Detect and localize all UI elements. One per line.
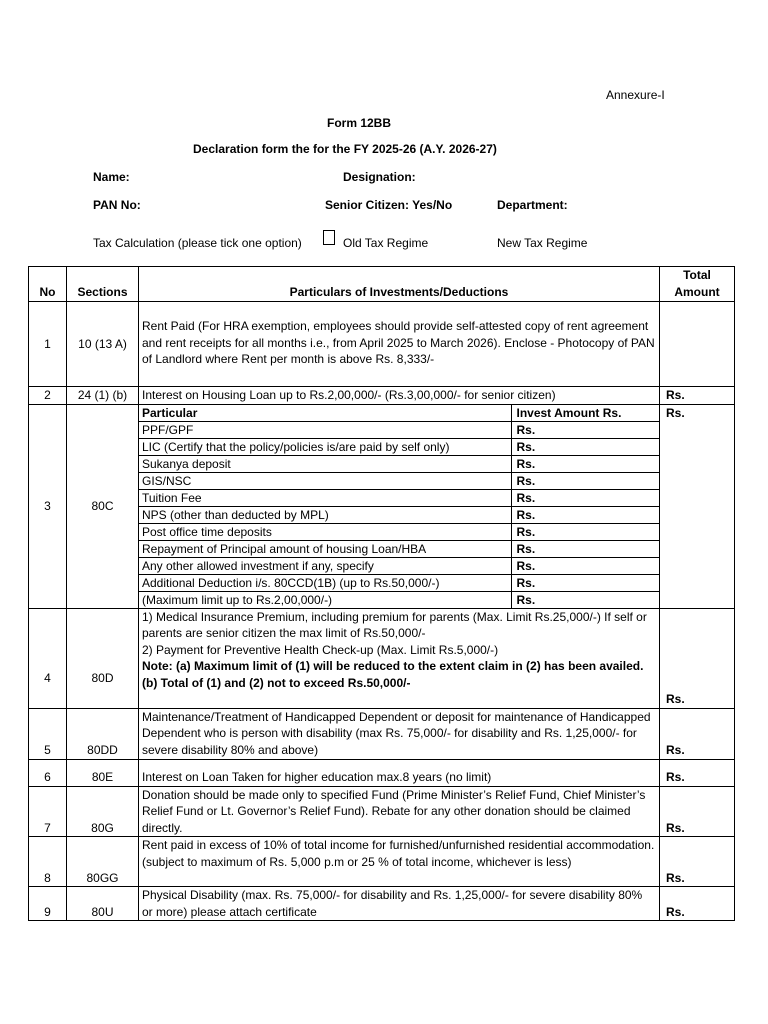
list-item: [139, 455, 659, 472]
declaration-title: Declaration form the for the FY 2025-26 (A.Y. 2026-27): [193, 142, 497, 156]
list-item: [139, 523, 659, 540]
list-item: [139, 421, 659, 438]
designation-label: Designation:: [343, 170, 416, 184]
rent-excess-text: Rent paid in excess of 10% of total income for furnished/unfurnished residential accommodation.: [142, 838, 655, 852]
name-label: Name:: [93, 170, 130, 184]
annexure-label: Annexure-I: [606, 88, 665, 102]
table-row: [29, 887, 735, 921]
row-particulars: Interest on Housing Loan up to Rs.2,00,000/- (Rs.3,00,000/- for senior citizen): [139, 387, 660, 405]
row-no: 8: [29, 837, 67, 887]
list-item: [139, 540, 659, 557]
list-item: [139, 438, 659, 455]
table-row: [29, 404, 735, 608]
header-particulars: Particulars of Investments/Deductions: [139, 267, 660, 302]
row-no: 6: [29, 759, 67, 786]
row-amount[interactable]: Rs.: [660, 786, 735, 837]
health-checkup-text: 2) Payment for Preventive Health Check-up (Max. Limit Rs.5,000/-): [142, 642, 499, 657]
header-total-amount: Total Amount: [660, 267, 735, 302]
investment-amount[interactable]: Rs.: [511, 591, 659, 608]
investment-label: Post office time deposits: [139, 523, 511, 540]
row-section: 80G: [67, 786, 139, 837]
table-row: [29, 759, 735, 786]
row-section: 80U: [67, 887, 139, 921]
row-amount[interactable]: [660, 302, 735, 387]
row-particulars: Physical Disability (max. Rs. 75,000/- for disability and Rs. 1,25,000/- for severe disability 80% or more) please attach certificate: [139, 887, 660, 921]
row-particulars: Maintenance/Treatment of Handicapped Dependent or deposit for maintenance of Handicapped Dependent who is person with disability (max Rs. 75,000/- for disability and Rs. 1,25,000/- for severe disability 80% and above): [139, 708, 660, 759]
row-no: 9: [29, 887, 67, 921]
medical-insurance-text: 1) Medical Insurance Premium, including premium for parents (Max. Limit Rs.25,000/-) If self or parents are senior citizen the max limit of Rs.50,000/-: [142, 609, 647, 640]
row-amount[interactable]: Rs.: [660, 837, 735, 887]
table-row: [29, 786, 735, 837]
row-no: 1: [29, 302, 67, 387]
row-amount[interactable]: Rs.: [660, 759, 735, 786]
old-regime-checkbox[interactable]: [323, 230, 335, 245]
deductions-table: [28, 266, 735, 921]
investment-label: NPS (other than deducted by MPL): [139, 506, 511, 523]
investment-label: Sukanya deposit: [139, 455, 511, 472]
row-no: 2: [29, 387, 67, 405]
investment-label: Any other allowed investment if any, specify: [139, 557, 511, 574]
investment-label: GIS/NSC: [139, 472, 511, 489]
investment-amount[interactable]: Rs.: [511, 421, 659, 438]
pan-label: PAN No:: [93, 198, 141, 212]
row-particulars: [139, 608, 660, 708]
investment-amount[interactable]: Rs.: [511, 506, 659, 523]
row-amount[interactable]: Rs.: [660, 608, 735, 708]
list-item: [139, 472, 659, 489]
table-row: [29, 302, 735, 387]
row-amount[interactable]: Rs.: [660, 387, 735, 405]
list-item: [139, 489, 659, 506]
table-header-row: [29, 267, 735, 302]
investment-amount[interactable]: Rs.: [511, 438, 659, 455]
row-particulars: Donation should be made only to specified Fund (Prime Minister’s Relief Fund, Chief Minister’s Relief Fund or Lt. Governor’s Relief Fund). Rebate for any other donation should be claimed directly.: [139, 786, 660, 837]
note-a-text: Note: (a) Maximum limit of (1) will be reduced to the extent claim in (2) has been availed.: [142, 659, 644, 673]
row-section: 24 (1) (b): [67, 387, 139, 405]
senior-citizen-label: Senior Citizen: Yes/No: [325, 198, 453, 212]
row-section: 80GG: [67, 837, 139, 887]
row-section: 80DD: [67, 708, 139, 759]
investment-label: Repayment of Principal amount of housing Loan/HBA: [139, 540, 511, 557]
sub-header-particular: Particular: [139, 405, 511, 422]
row-section: 10 (13 A): [67, 302, 139, 387]
investment-subtable: [139, 405, 659, 608]
investment-amount[interactable]: Rs.: [511, 574, 659, 591]
row-amount[interactable]: Rs.: [660, 887, 735, 921]
row-amount[interactable]: Rs.: [660, 404, 735, 608]
row-no: 3: [29, 404, 67, 608]
investment-label: (Maximum limit up to Rs.2,00,000/-): [142, 592, 333, 607]
old-regime-label: Old Tax Regime: [343, 236, 429, 250]
row-section: 80C: [67, 404, 139, 608]
list-item: [139, 574, 659, 591]
investment-subtable-cell: [139, 404, 660, 608]
investment-amount[interactable]: Rs.: [511, 540, 659, 557]
investment-amount[interactable]: Rs.: [511, 455, 659, 472]
investment-label: LIC (Certify that the policy/policies is/are paid by self only): [139, 438, 511, 455]
list-item: [139, 591, 659, 608]
header-sections: Sections: [67, 267, 139, 302]
new-regime-label: New Tax Regime: [497, 236, 588, 250]
investment-label: PPF/GPF: [139, 421, 511, 438]
investment-amount[interactable]: Rs.: [511, 489, 659, 506]
form-title: Form 12BB: [327, 116, 392, 130]
table-row: [29, 387, 735, 405]
row-no: 4: [29, 608, 67, 708]
subtable-header: [139, 405, 659, 422]
list-item: [139, 506, 659, 523]
department-label: Department:: [497, 198, 568, 212]
row-particulars: Rent Paid (For HRA exemption, employees should provide self-attested copy of rent agreement and rent receipts for all months i.e., from April 2025 to March 2026). Enclose - Photocopy of PAN of Landlord where Rent per month is above Rs. 8,333/-: [139, 302, 660, 387]
investment-amount[interactable]: Rs.: [511, 472, 659, 489]
row-section: 80E: [67, 759, 139, 786]
list-item: [139, 557, 659, 574]
table-row: [29, 837, 735, 887]
sub-header-invest: Invest Amount Rs.: [511, 405, 659, 422]
investment-label: Tuition Fee: [139, 489, 511, 506]
investment-amount[interactable]: Rs.: [511, 557, 659, 574]
investment-label: Additional Deduction i/s. 80CCD(1B) (up to Rs.50,000/-): [139, 574, 511, 591]
row-particulars: Interest on Loan Taken for higher education max.8 years (no limit): [139, 759, 660, 786]
tax-calculation-label: Tax Calculation (please tick one option): [93, 236, 302, 250]
row-no: 7: [29, 786, 67, 837]
table-row: [29, 708, 735, 759]
row-amount[interactable]: Rs.: [660, 708, 735, 759]
note-b-text: (b) Total of (1) and (2) not to exceed Rs.50,000/-: [142, 675, 411, 690]
row-section: 80D: [67, 608, 139, 708]
header-no: No: [29, 267, 67, 302]
table-row: [29, 608, 735, 708]
investment-amount[interactable]: Rs.: [511, 523, 659, 540]
row-particulars: [139, 837, 660, 887]
row-no: 5: [29, 708, 67, 759]
rent-limit-text: (subject to maximum of Rs. 5,000 p.m or 25 % of total income, whichever is less): [142, 854, 572, 869]
